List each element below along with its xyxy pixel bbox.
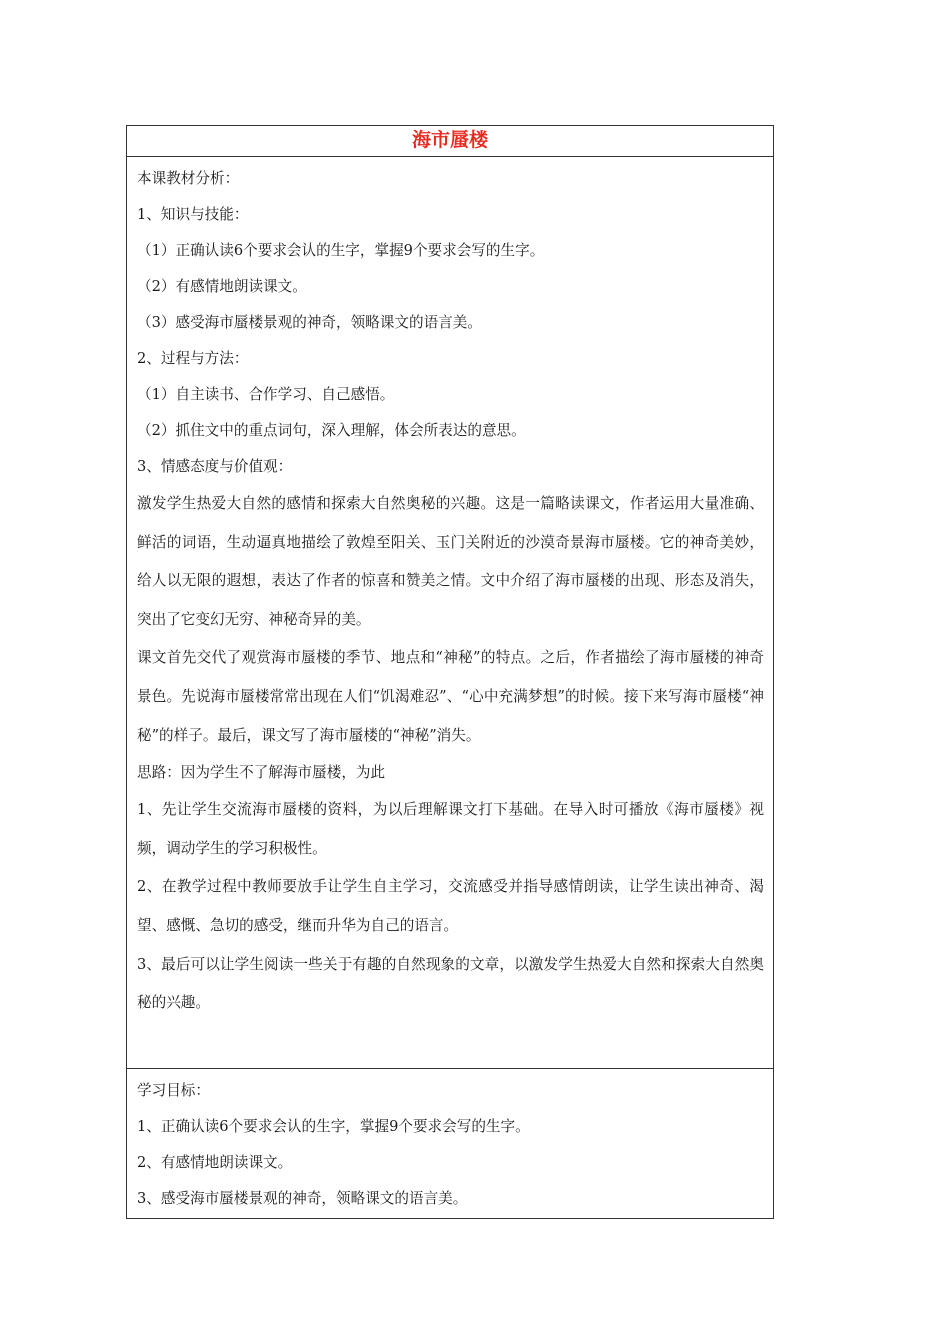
page-title: 海市蜃楼 [127, 126, 773, 157]
goals-heading: 学习目标： [137, 1082, 210, 1099]
list-item: 1、正确认读6个要求会认的生字，掌握9个要求会写的生字。 [137, 1118, 530, 1135]
section3-title: 3、情感态度与价值观： [137, 458, 293, 475]
list-item: 2、有感情地朗读课文。 [137, 1154, 293, 1171]
thinking-item-3: 3、最后可以让学生阅读一些关于有趣的自然现象的文章，以激发学生热爱大自然和探索大自然奥秘的兴趣。 [137, 955, 764, 1012]
thinking-title: 思路：因为学生不了解海市蜃楼，为此 [137, 764, 386, 782]
thinking-item-2: 2、在教学过程中教师要放手让学生自主学习，交流感受并指导感情朗读，让学生读出神奇、渴望、感慨、急切的感受，继而升华为自己的语言。 [137, 878, 764, 934]
goals-cell [127, 1069, 773, 1218]
list-item: （1）自主读书、合作学习、自己感悟。 [137, 386, 395, 403]
paragraph-1: 激发学生热爱大自然的感情和探索大自然奥秘的兴趣。这是一篇略读课文，作者运用大量准确、鲜活的词语，生动逼真地描绘了敦煌至阳关、玉门关附近的沙漠奇景海市蜃楼。它的神奇美妙，给人以无限的遐想，表达了作者的惊喜和赞美之情。文中介绍了海市蜃楼的出现、形态及消失，突出了它变幻无穷、神秘奇异的美。 [137, 495, 764, 628]
section2-title: 2、过程与方法： [137, 350, 249, 367]
analysis-cell [127, 157, 773, 1069]
thinking-item-1: 1、先让学生交流海市蜃楼的资料，为以后理解课文打下基础。在导入时可播放《海市蜃楼》视频，调动学生的学习积极性。 [137, 801, 764, 857]
paragraph-2: 课文首先交代了观赏海市蜃楼的季节、地点和“神秘”的特点。之后，作者描绘了海市蜃楼的神奇景色。先说海市蜃楼常常出现在人们“饥渴难忍”、“心中充满梦想”的时候。接下来写海市蜃楼“神秘”的样子。最后，课文写了海市蜃楼的“神秘”消失。 [137, 649, 764, 744]
list-item: 3、感受海市蜃楼景观的神奇，领略课文的语言美。 [137, 1190, 468, 1207]
list-item: （1）正确认读6个要求会认的生字，掌握9个要求会写的生字。 [137, 242, 545, 259]
lesson-table [126, 125, 774, 1219]
section1-title: 1、知识与技能： [137, 206, 249, 223]
list-item: （2）有感情地朗读课文。 [137, 278, 307, 295]
list-item: （2）抓住文中的重点词句，深入理解，体会所表达的意思。 [137, 422, 526, 439]
list-item: （3）感受海市蜃楼景观的神奇，领略课文的语言美。 [137, 314, 482, 331]
analysis-heading: 本课教材分析： [137, 170, 240, 187]
